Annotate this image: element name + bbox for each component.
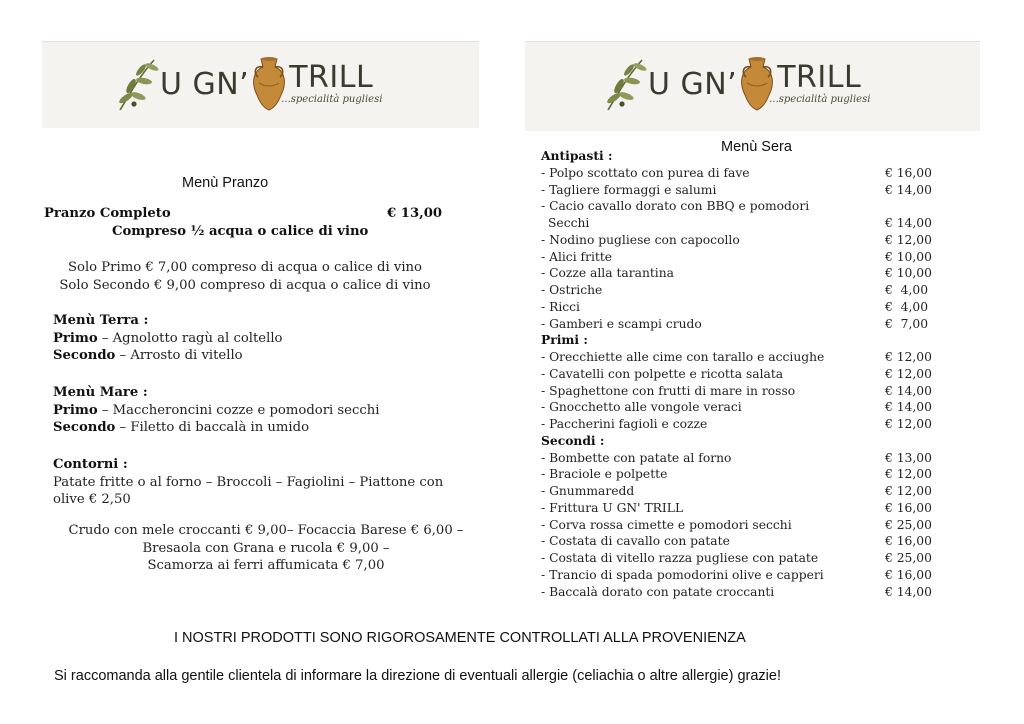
- extras-section: [46, 522, 486, 575]
- dish-price: € 13,00: [885, 450, 932, 465]
- contorni-heading: Contorni :: [53, 457, 128, 472]
- dish-price: € 12,00: [885, 417, 932, 431]
- logo-tagline: ...specialità pugliesi: [281, 94, 383, 105]
- dish-name: - Baccalà dorato con patate croccanti: [541, 584, 775, 599]
- pranzo-completo-price: € 13,00: [387, 206, 443, 221]
- dish-name: Secchi: [548, 216, 590, 230]
- dish-price: € 16,00: [885, 534, 932, 549]
- dish-price: € 7,00: [885, 316, 929, 331]
- dish-name: - Ricci: [541, 299, 580, 314]
- menu-item: [541, 533, 941, 550]
- dish-name: - Costata di cavallo con patate: [541, 534, 730, 549]
- menu-item: [541, 265, 941, 282]
- menu-mare-section: [53, 384, 473, 437]
- dish-price: € 14,00: [885, 584, 932, 599]
- dish-name: - Bombette con patate al forno: [541, 450, 732, 465]
- menu-mare-primo: [53, 402, 473, 420]
- dish-price: € 12,00: [885, 484, 932, 498]
- extras-line: Crudo con mele croccanti € 9,00– Focaccia Barese € 6,00 –: [68, 523, 464, 538]
- restaurant-logo: [114, 54, 382, 114]
- menu-item: [541, 383, 941, 400]
- primo-label: Primo: [53, 402, 98, 418]
- dish-name: - Gnocchetto alle vongole veraci: [541, 400, 742, 415]
- dish-price: € 12,00: [885, 467, 932, 482]
- menu-mare-secondo: [53, 419, 473, 437]
- menu-item: [541, 450, 941, 467]
- dish-price: € 25,00: [885, 517, 932, 532]
- dish-price: € 4,00: [885, 283, 929, 297]
- lunch-menu-title: Menù Pranzo: [182, 175, 269, 191]
- dish-name: - Alici fritte: [541, 249, 613, 264]
- logo-name-part1: U GN’: [160, 66, 250, 102]
- menu-item: [541, 584, 941, 601]
- pranzo-completo-label: Pranzo Completo: [44, 206, 171, 221]
- allergy-notice: Si raccomanda alla gentile clientela di informare la direzione di eventuali allergie (celiachia o altre allergie) grazie!: [54, 668, 781, 684]
- secondo-label: Secondo: [53, 348, 116, 363]
- dish-name: - Frittura U GN' TRILL: [541, 500, 684, 515]
- contorni-line-1: Patate fritte o al forno – Broccoli – Fagiolini – Piattone con: [53, 474, 444, 490]
- dish-name: - Corva rossa cimette e pomodori secchi: [541, 517, 792, 532]
- olive-branch-icon: [602, 54, 650, 114]
- menu-item: [541, 349, 941, 366]
- logo-tagline: ...specialità pugliesi: [769, 94, 871, 105]
- antipasti-heading: Antipasti :: [541, 148, 613, 163]
- dish-price: € 16,00: [885, 500, 932, 515]
- menu-item: [541, 299, 941, 316]
- primo-label: Primo: [53, 330, 98, 346]
- dish-price: € 10,00: [885, 249, 932, 264]
- menu-item: [541, 232, 941, 249]
- menu-item: [541, 550, 941, 567]
- dish-name: - Spaghettone con frutti di mare in rosso: [541, 383, 796, 398]
- provenance-notice: I NOSTRI PRODOTTI SONO RIGOROSAMENTE CONTROLLATI ALLA PROVENIENZA: [174, 630, 746, 646]
- dinner-menu-title: Menù Sera: [721, 139, 792, 155]
- dish-price: € 16,00: [885, 165, 932, 180]
- dish-price: € 12,00: [885, 366, 932, 381]
- menu-item: [541, 466, 941, 483]
- logo-name-part2: TRILL: [289, 60, 374, 95]
- olive-branch-icon: [114, 54, 162, 114]
- dish-price: € 10,00: [885, 266, 932, 281]
- menu-item: [541, 198, 941, 215]
- extras-line: Scamorza ai ferri affumicata € 7,00: [147, 558, 385, 573]
- menu-item: [541, 416, 941, 433]
- menu-item: [541, 567, 941, 584]
- menu-mare-heading: Menù Mare :: [53, 385, 148, 400]
- dinner-menu-list: [541, 148, 941, 600]
- dish-name: - Cozze alla tarantina: [541, 266, 674, 281]
- lunch-logo-banner: [42, 41, 479, 128]
- menu-item: [541, 316, 941, 333]
- extras-line: Bresaola con Grana e rucola € 9,00 –: [142, 540, 390, 556]
- dish-name: - Paccherini fagioli e cozze: [541, 417, 708, 431]
- menu-terra-secondo: [53, 347, 473, 365]
- logo-name-part2: TRILL: [777, 60, 862, 95]
- dish-name: - Gnummaredd: [541, 484, 635, 498]
- dish-price: € 14,00: [885, 182, 932, 197]
- contorni-section: [53, 456, 473, 509]
- menu-item: [541, 282, 941, 299]
- primo-dish: – Maccheroncini cozze e pomodori secchi: [97, 402, 380, 418]
- dish-name: - Braciole e polpette: [541, 467, 668, 482]
- dish-price: € 16,00: [885, 567, 932, 582]
- primi-heading: Primi :: [541, 332, 588, 348]
- menu-item: [541, 249, 941, 266]
- solo-primo-line: Solo Primo € 7,00 compreso di acqua o calice di vino: [67, 260, 422, 275]
- secondo-dish: – Arrosto di vitello: [115, 348, 243, 363]
- secondo-label: Secondo: [53, 420, 116, 435]
- menu-item: [541, 483, 941, 500]
- dish-name: - Polpo scottato con purea di fave: [541, 165, 750, 180]
- dish-price: € 14,00: [885, 383, 932, 398]
- menu-item: [541, 182, 941, 199]
- dish-price: € 14,00: [885, 400, 932, 415]
- pranzo-completo-row: [44, 205, 454, 223]
- dish-name: - Cavatelli con polpette e ricotta salata: [541, 366, 784, 381]
- dish-name: - Trancio di spada pomodorini olive e capperi: [541, 567, 824, 582]
- dish-price: € 4,00: [885, 299, 929, 314]
- solo-secondo-line: Solo Secondo € 9,00 compreso di acqua o calice di vino: [59, 278, 431, 293]
- menu-terra-section: [53, 312, 473, 365]
- secondo-dish: – Filetto di baccalà in umido: [115, 420, 310, 435]
- dish-name: - Orecchiette alle cime con tarallo e acciughe: [541, 350, 825, 364]
- primo-dish: – Agnolotto ragù al coltello: [97, 330, 283, 346]
- menu-item: [541, 500, 941, 517]
- restaurant-logo: [602, 54, 870, 114]
- menu-item: [541, 215, 941, 232]
- pranzo-completo-note: Compreso ½ acqua o calice di vino: [112, 224, 369, 239]
- secondi-heading: Secondi :: [541, 432, 605, 448]
- dish-name: - Tagliere formaggi e salumi: [541, 182, 717, 197]
- menu-terra-primo: [53, 330, 473, 348]
- dish-name: - Costata di vitello razza pugliese con patate: [541, 551, 819, 565]
- dish-price: € 25,00: [885, 551, 932, 565]
- menu-item: [541, 165, 941, 182]
- dish-price: € 14,00: [885, 216, 932, 230]
- logo-name-part1: U GN’: [648, 66, 738, 102]
- menu-terra-heading: Menù Terra :: [53, 313, 149, 328]
- menu-item: [541, 366, 941, 383]
- dinner-logo-banner: [525, 41, 980, 131]
- dish-name: - Ostriche: [541, 283, 603, 297]
- dish-name: - Gamberi e scampi crudo: [541, 316, 702, 331]
- dish-name: - Nodino pugliese con capocollo: [541, 232, 740, 247]
- dish-name: - Cacio cavallo dorato con BBQ e pomodori: [541, 199, 810, 214]
- menu-item: [541, 399, 941, 416]
- contorni-line-2: olive € 2,50: [53, 492, 131, 507]
- menu-item: [541, 517, 941, 534]
- dish-price: € 12,00: [885, 350, 932, 364]
- dish-price: € 12,00: [885, 232, 932, 247]
